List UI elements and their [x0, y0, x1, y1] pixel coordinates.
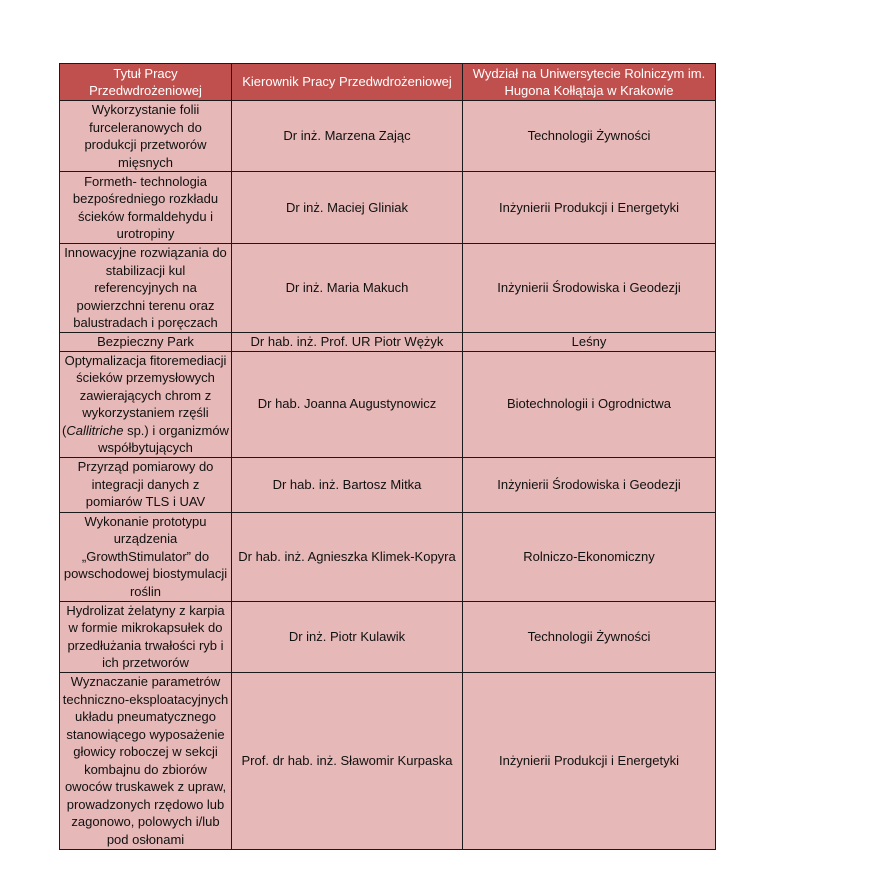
- header-faculty: Wydział na Uniwersytecie Rolniczym im. Hugona Kołłątaja w Krakowie: [463, 64, 716, 101]
- project-faculty: Leśny: [463, 332, 716, 351]
- project-supervisor: Dr hab. inż. Bartosz Mitka: [232, 457, 463, 512]
- header-title: Tytuł Pracy Przedwdrożeniowej: [60, 64, 232, 101]
- project-title-part: sp.) i organizmów współbytujących: [98, 422, 229, 455]
- project-faculty: Technologii Żywności: [463, 601, 716, 672]
- table-row: [60, 172, 716, 244]
- table-row: [60, 512, 716, 601]
- project-faculty: Rolniczo-Ekonomiczny: [463, 512, 716, 601]
- project-title-part: Optymalizacja fitoremediacji ścieków przemysłowych zawierających chrom z wykorzystaniem rzęśli (: [62, 352, 227, 438]
- table-row: [60, 601, 716, 672]
- table-row: [60, 672, 716, 849]
- project-faculty: Inżynierii Środowiska i Geodezji: [463, 457, 716, 512]
- project-title: [60, 351, 232, 457]
- project-supervisor: Prof. dr hab. inż. Sławomir Kurpaska: [232, 672, 463, 849]
- project-title: Innowacyjne rozwiązania do stabilizacji kul referencyjnych na powierzchni terenu oraz balustradach i poręczach: [60, 244, 232, 333]
- table-row: [60, 351, 716, 457]
- project-supervisor: Dr inż. Maria Makuch: [232, 244, 463, 333]
- project-supervisor: Dr inż. Maciej Gliniak: [232, 172, 463, 244]
- projects-table: [59, 63, 716, 850]
- project-title: Hydrolizat żelatyny z karpia w formie mikrokapsułek do przedłużania trwałości ryb i ich przetworów: [60, 601, 232, 672]
- project-supervisor: Dr hab. inż. Agnieszka Klimek-Kopyra: [232, 512, 463, 601]
- project-faculty: Biotechnologii i Ogrodnictwa: [463, 351, 716, 457]
- project-title: Bezpieczny Park: [60, 332, 232, 351]
- project-title: Wykorzystanie folii furceleranowych do produkcji przetworów mięsnych: [60, 101, 232, 172]
- project-title: Wyznaczanie parametrów techniczno-eksploatacyjnych układu pneumatycznego stanowiącego wyposażenie głowicy roboczej w sekcji kombajnu do zbiorów owoców truskawek z upraw, prowadzonych rzędowo lub zagonowo, polowych i/lub pod osłonami: [60, 672, 232, 849]
- header-supervisor: Kierownik Pracy Przedwdrożeniowej: [232, 64, 463, 101]
- project-faculty: Inżynierii Środowiska i Geodezji: [463, 244, 716, 333]
- project-supervisor: Dr hab. Joanna Augustynowicz: [232, 351, 463, 457]
- project-faculty: Technologii Żywności: [463, 101, 716, 172]
- project-title: Wykonanie prototypu urządzenia „GrowthStimulator” do powschodowej biostymulacji roślin: [60, 512, 232, 601]
- project-supervisor: Dr inż. Marzena Zając: [232, 101, 463, 172]
- project-title: Przyrząd pomiarowy do integracji danych z pomiarów TLS i UAV: [60, 457, 232, 512]
- table-row: [60, 457, 716, 512]
- project-title: Formeth- technologia bezpośredniego rozkładu ścieków formaldehydu i urotropiny: [60, 172, 232, 244]
- table-row: [60, 244, 716, 333]
- table-row: [60, 332, 716, 351]
- species-name: Callitriche: [66, 422, 124, 438]
- header-row: [60, 64, 716, 101]
- project-supervisor: Dr inż. Piotr Kulawik: [232, 601, 463, 672]
- project-faculty: Inżynierii Produkcji i Energetyki: [463, 672, 716, 849]
- table-row: [60, 101, 716, 172]
- project-supervisor: Dr hab. inż. Prof. UR Piotr Wężyk: [232, 332, 463, 351]
- project-faculty: Inżynierii Produkcji i Energetyki: [463, 172, 716, 244]
